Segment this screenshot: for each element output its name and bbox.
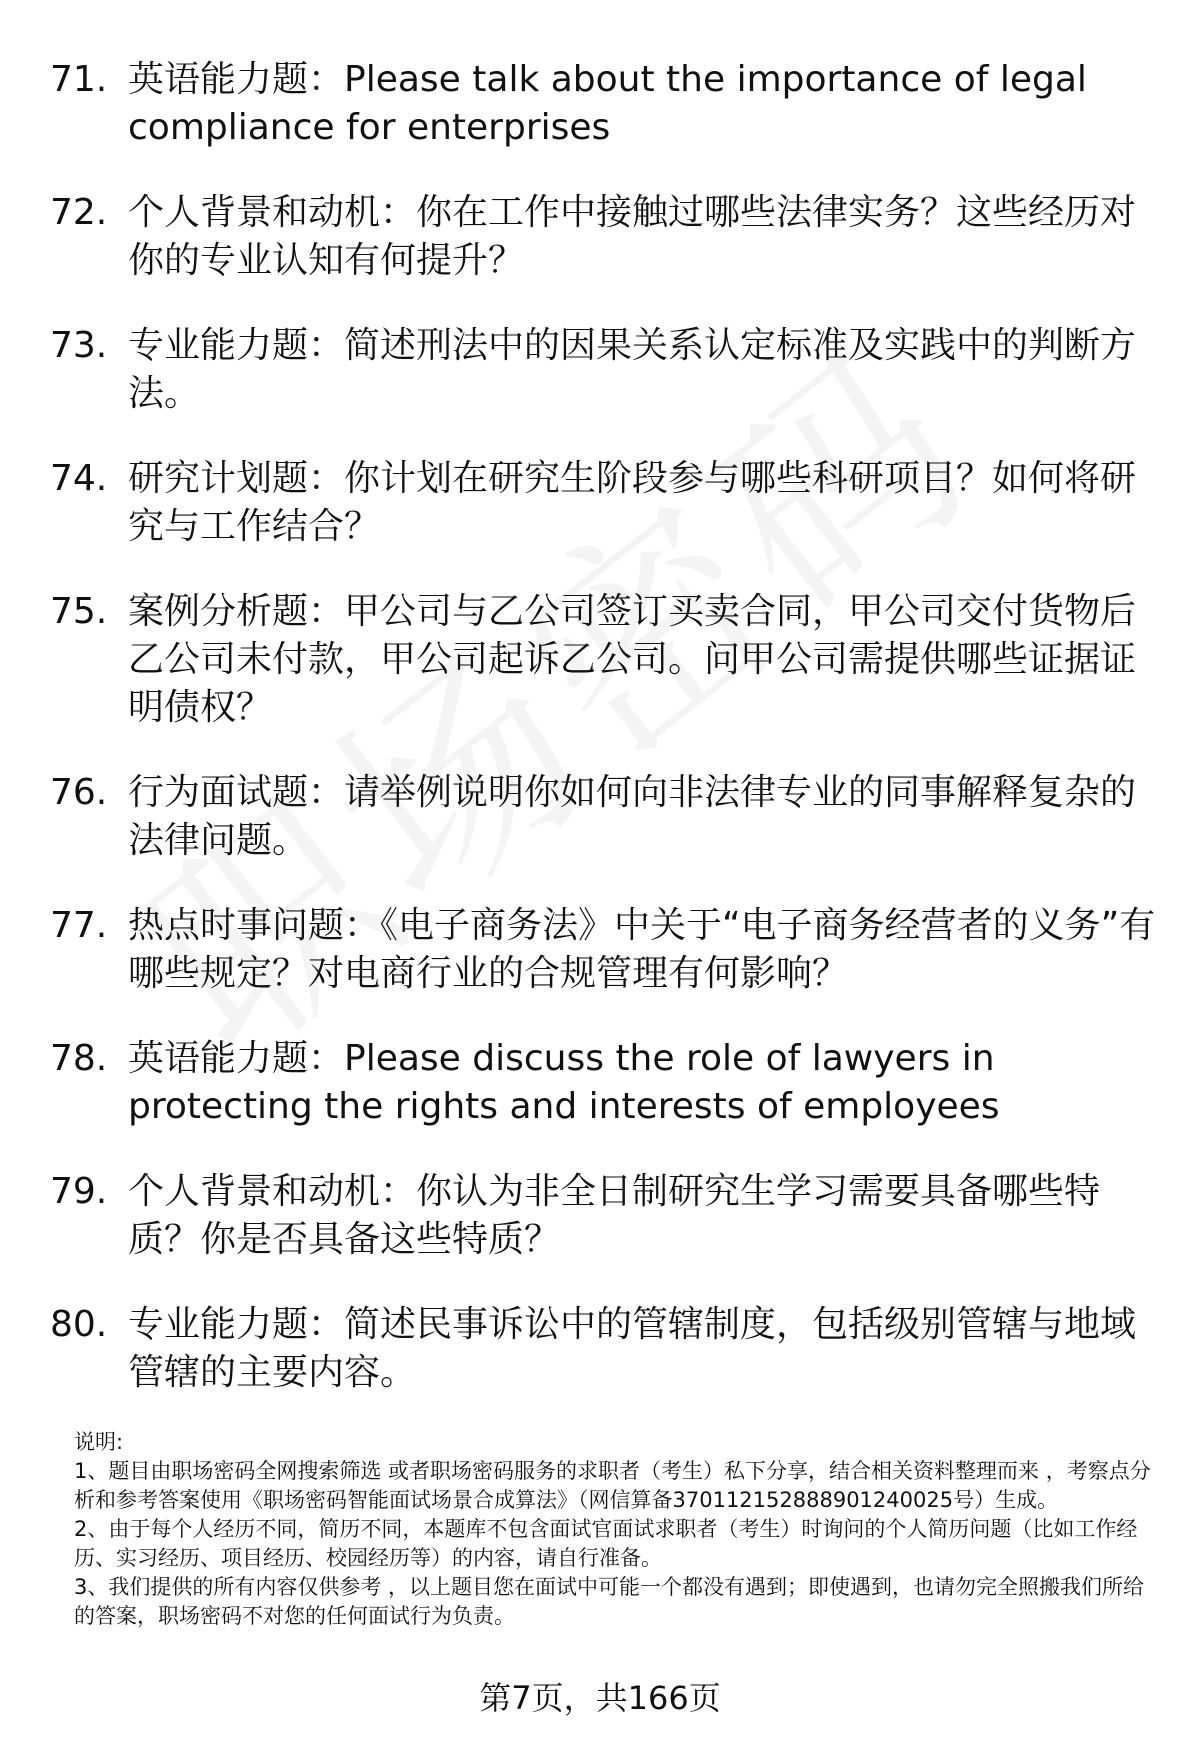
note-item: 2、由于每个人经历不同，简历不同，本题库不包含面试官面试求职者（考生）时询问的个人简历问题（比如工作经历、实习经历、项目经历、校园经历等）的内容，请自行准备。 [74,1517,1138,1570]
question-item [50,189,1160,285]
question-item [50,769,1160,865]
question-text: 英语能力题：Please discuss the role of lawyers in protecting the rights and interests of employees [128,1038,1000,1127]
question-number: 72. [50,192,108,233]
question-text: 行为面试题：请举例说明你如何向非法律专业的同事解释复杂的法律问题。 [128,772,1137,861]
question-number: 76. [50,772,108,813]
question-text: 个人背景和动机：你认为非全日制研究生学习需要具备哪些特质？你是否具备这些特质？ [128,1171,1101,1260]
question-item [50,455,1160,551]
question-text: 研究计划题：你计划在研究生阶段参与哪些科研项目？如何将研究与工作结合？ [128,458,1137,547]
question-number: 73. [50,325,108,366]
question-number: 78. [50,1038,108,1079]
notes-title: 说明: [74,1430,124,1454]
question-list [50,56,1160,1434]
question-number: 80. [50,1304,108,1345]
question-number: 74. [50,458,108,499]
question-item [50,1301,1160,1397]
question-item [50,1035,1160,1131]
question-text: 案例分析题：甲公司与乙公司签订买卖合同，甲公司交付货物后乙公司未付款，甲公司起诉乙公司。问甲公司需提供哪些证据证明债权？ [128,591,1137,728]
question-number: 71. [50,59,108,100]
question-text: 英语能力题：Please talk about the importance of legal compliance for enterprises [128,59,1087,148]
question-text: 个人背景和动机：你在工作中接触过哪些法律实务？这些经历对你的专业认知有何提升？ [128,192,1137,281]
question-item [50,588,1160,732]
question-item [50,1168,1160,1264]
question-text: 专业能力题：简述刑法中的因果关系认定标准及实践中的判断方法。 [128,325,1137,414]
notes-section [74,1428,1156,1631]
question-item [50,902,1160,998]
question-text: 专业能力题：简述民事诉讼中的管辖制度，包括级别管辖与地域管辖的主要内容。 [128,1304,1137,1393]
page-number: 第7页，共166页 [479,1679,721,1717]
note-item: 3、我们提供的所有内容仅供参考 ，以上题目您在面试中可能一个都没有遇到；即使遇到，也请勿完全照搬我们所给的答案，职场密码不对您的任何面试行为负责。 [74,1575,1145,1628]
question-text: 热点时事问题：《电子商务法》中关于“电子商务经营者的义务”有哪些规定？对电商行业的合规管理有何影响？ [128,905,1156,994]
note-item: 1、题目由职场密码全网搜索筛选 或者职场密码服务的求职者（考生）私下分享，结合相关资料整理而来 ，考察点分析和参考答案使用《职场密码智能面试场景合成算法》（网信算备370112152888901240025号）生成。 [74,1459,1151,1512]
question-number: 79. [50,1171,108,1212]
question-item [50,322,1160,418]
question-number: 75. [50,591,108,632]
question-number: 77. [50,905,108,946]
question-item [50,56,1160,152]
